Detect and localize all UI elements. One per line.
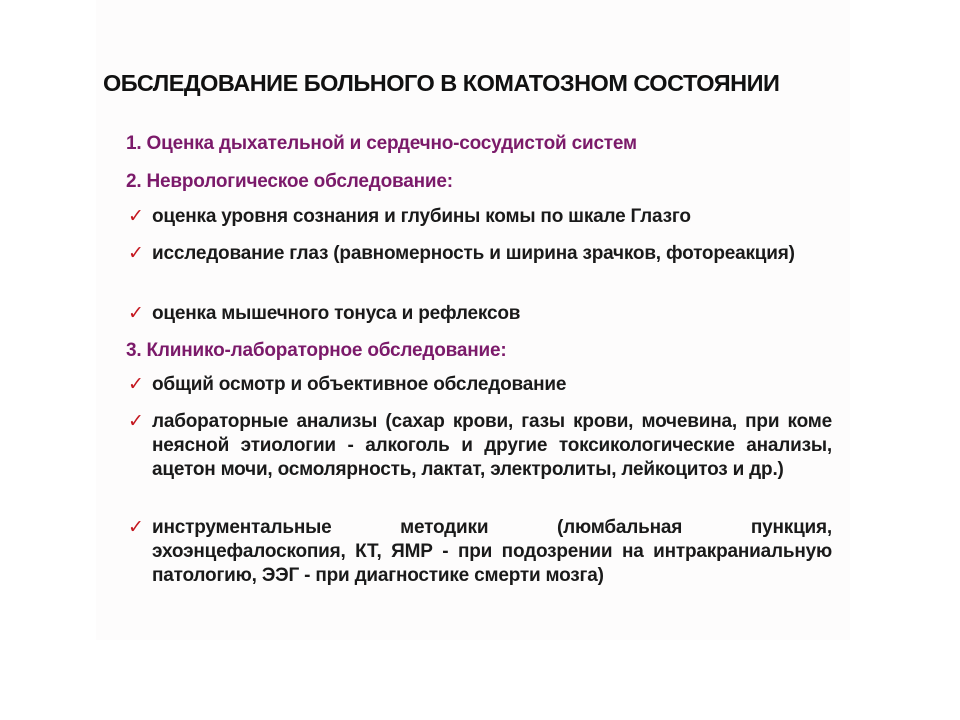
checkmark-icon: ✓: [128, 411, 144, 432]
list-item-lab-tests: [126, 410, 832, 482]
section-heading-1: 1. Оценка дыхательной и сердечно-сосудистой систем: [126, 133, 637, 154]
list-item-muscle-tone: [126, 302, 832, 326]
list-item-consciousness: [126, 205, 832, 229]
list-item-text: инструментальные методики (люмбальная пункция, эхоэнцефалоскопия, КТ, ЯМР - при подозрении на интракраниальную патологию, ЭЭГ - при диагностике смерти мозга): [152, 517, 832, 586]
checkmark-icon: ✓: [128, 374, 144, 395]
checkmark-icon: ✓: [128, 243, 144, 264]
list-item-instrumental: [126, 516, 832, 588]
checkmark-icon: ✓: [128, 517, 144, 538]
checkmark-icon: ✓: [128, 303, 144, 324]
slide-title: ОБСЛЕДОВАНИЕ БОЛЬНОГО В КОМАТОЗНОМ СОСТОЯНИИ: [103, 70, 780, 96]
list-item-text: общий осмотр и объективное обследование: [152, 374, 567, 395]
list-item-eyes: [126, 242, 832, 266]
section-heading-3: 3. Клинико-лабораторное обследование:: [126, 340, 507, 361]
section-heading-2: 2. Неврологическое обследование:: [126, 171, 453, 192]
list-item-text: оценка уровня сознания и глубины комы по шкале Глазго: [152, 206, 691, 227]
list-item-text: исследование глаз (равномерность и ширина зрачков, фотореакция): [152, 243, 795, 264]
list-item-text: оценка мышечного тонуса и рефлексов: [152, 303, 521, 324]
list-item-general-exam: [126, 373, 832, 397]
list-item-text: лабораторные анализы (сахар крови, газы крови, мочевина, при коме неясной этиологии - алкоголь и другие токсикологические анализы, ацетон мочи, осмолярность, лактат, электролиты, лейкоцитоз и др.): [152, 411, 832, 480]
checkmark-icon: ✓: [128, 206, 144, 227]
